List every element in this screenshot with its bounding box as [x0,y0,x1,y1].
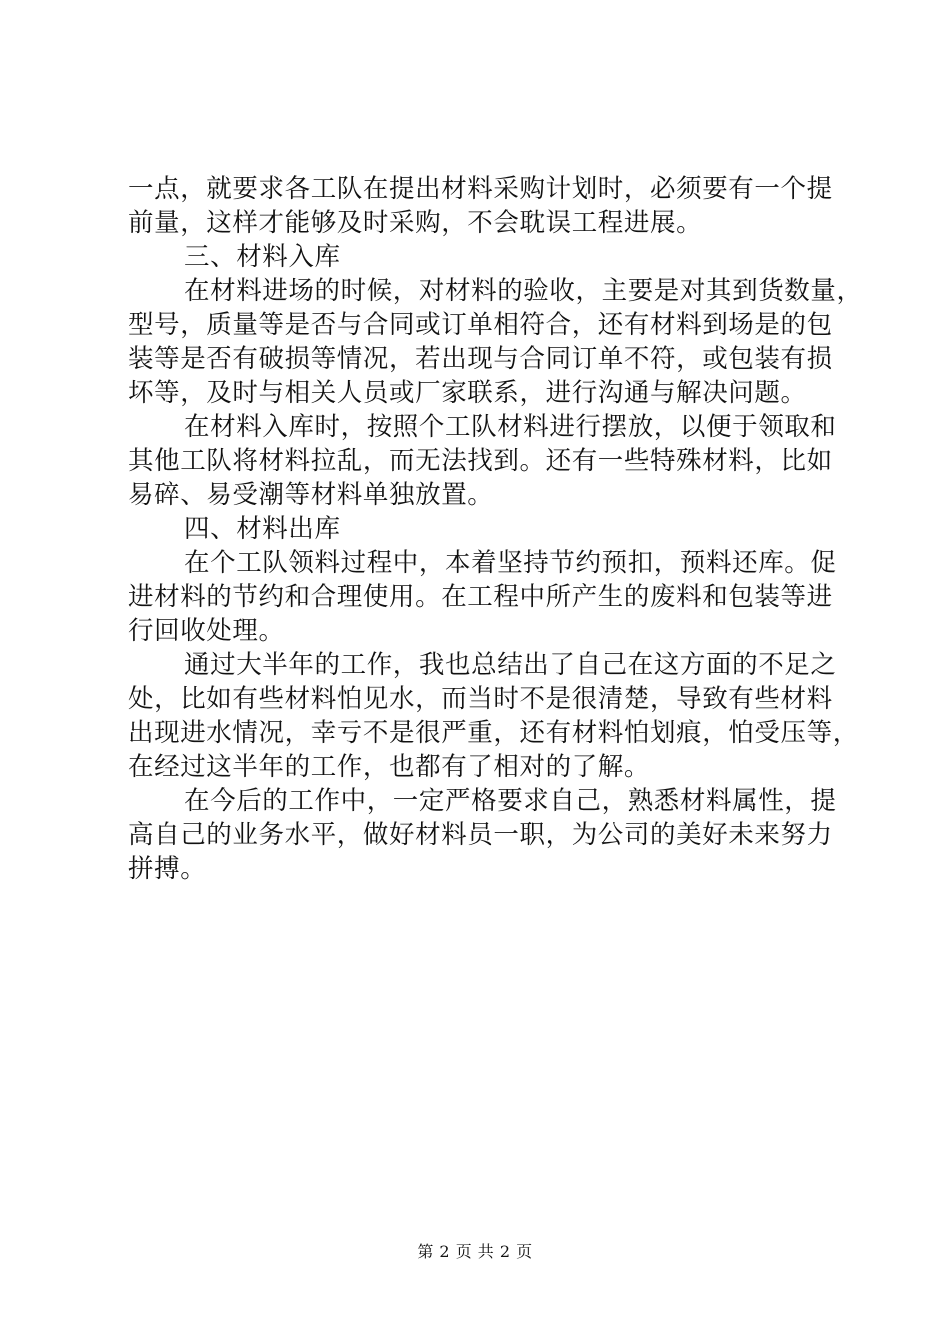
paragraph-line: 高自己的业务水平，做好材料员一职，为公司的美好未来努力 [128,820,833,850]
paragraph-line: 在经过这半年的工作，也都有了相对的了解。 [128,752,651,782]
paragraph-line: 出现进水情况，幸亏不是很严重，还有材料怕划痕，怕受压等， [128,718,859,748]
paragraph-line: 装等是否有破损等情况，若出现与合同订单不符，或包装有损 [128,344,833,374]
paragraph-line: 在个工队领料过程中，本着坚持节约预扣，预料还库。促 [184,548,837,578]
paragraph-line: 行回收处理。 [128,616,285,646]
paragraph-line: 型号，质量等是否与合同或订单相符合，还有材料到场是的包 [128,310,833,340]
document-body [128,172,863,886]
section-heading: 三、材料入库 [184,242,341,272]
paragraph-line: 进材料的节约和合理使用。在工程中所产生的废料和包装等进 [128,582,833,612]
paragraph-line: 在材料入库时，按照个工队材料进行摆放，以便于领取和 [184,412,837,442]
paragraph-line: 在今后的工作中，一定严格要求自己，熟悉材料属性，提 [184,786,837,816]
paragraph-line: 前量，这样才能够及时采购，不会耽误工程进展。 [128,208,703,238]
paragraph-line: 易碎、易受潮等材料单独放置。 [128,480,494,510]
paragraph-line: 在材料进场的时候，对材料的验收，主要是对其到货数量， [184,276,863,306]
paragraph-line: 拼搏。 [128,854,207,884]
page-footer: 第 2 页 共 2 页 [417,1242,533,1261]
paragraph-line: 其他工队将材料拉乱，而无法找到。还有一些特殊材料，比如 [128,446,833,476]
paragraph-line: 处，比如有些材料怕见水，而当时不是很清楚，导致有些材料 [128,684,833,714]
paragraph-line: 坏等，及时与相关人员或厂家联系，进行沟通与解决问题。 [128,378,807,408]
section-heading: 四、材料出库 [184,514,341,544]
paragraph-line: 通过大半年的工作，我也总结出了自己在这方面的不足之 [184,650,837,680]
paragraph-line: 一点，就要求各工队在提出材料采购计划时，必须要有一个提 [128,174,833,204]
